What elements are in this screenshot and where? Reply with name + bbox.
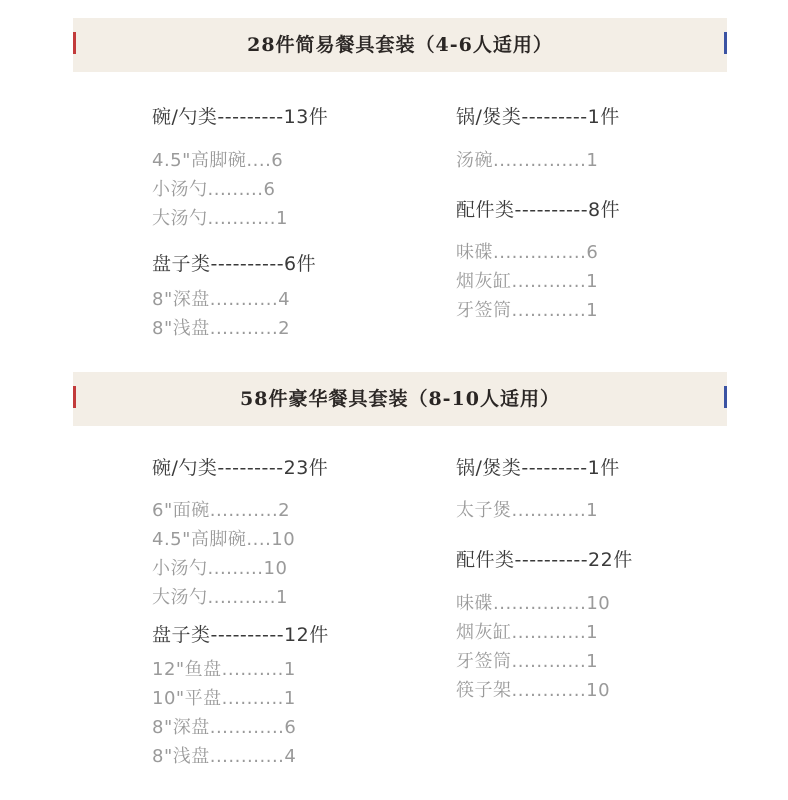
section2-banner [73, 372, 727, 426]
list-item: 4.5"高脚碗....10 [152, 529, 296, 550]
list-item: 8"浅盘...........2 [152, 318, 291, 339]
group-heading: 配件类----------22件 [456, 549, 633, 571]
list-item: 6"面碗...........2 [152, 500, 291, 521]
list-item: 汤碗...............1 [456, 150, 599, 171]
group-heading: 碗/勺类---------23件 [152, 457, 329, 479]
list-item: 10"平盘..........1 [152, 688, 296, 709]
group-heading: 碗/勺类---------13件 [152, 106, 329, 128]
list-item: 12"鱼盘..........1 [152, 659, 296, 680]
list-item: 牙签筒............1 [456, 651, 599, 672]
list-item: 8"深盘...........4 [152, 289, 291, 310]
section1-banner [73, 18, 727, 72]
list-item: 太子煲............1 [456, 500, 599, 521]
list-item: 小汤勺.........10 [152, 558, 288, 579]
list-item: 烟灰缸............1 [456, 622, 599, 643]
list-item: 味碟...............10 [456, 593, 611, 614]
group-heading: 锅/煲类---------1件 [456, 106, 620, 128]
group-heading: 盘子类----------12件 [152, 624, 329, 646]
list-item: 筷子架............10 [456, 680, 611, 701]
list-item: 大汤勺...........1 [152, 587, 288, 608]
group-heading: 盘子类----------6件 [152, 253, 317, 275]
group-heading: 锅/煲类---------1件 [456, 457, 620, 479]
list-item: 味碟...............6 [456, 242, 599, 263]
list-item: 烟灰缸............1 [456, 271, 599, 292]
section1-title: 28件简易餐具套装（4-6人适用） [247, 34, 553, 56]
list-item: 大汤勺...........1 [152, 208, 288, 229]
blue-accent-bar [724, 32, 727, 54]
list-item: 8"浅盘............4 [152, 746, 297, 767]
list-item: 4.5"高脚碗....6 [152, 150, 284, 171]
section2-title: 58件豪华餐具套装（8-10人适用） [240, 388, 560, 410]
list-item: 小汤勺.........6 [152, 179, 276, 200]
list-item: 牙签筒............1 [456, 300, 599, 321]
blue-accent-bar [724, 386, 727, 408]
list-item: 8"深盘............6 [152, 717, 297, 738]
group-heading: 配件类----------8件 [456, 199, 621, 221]
